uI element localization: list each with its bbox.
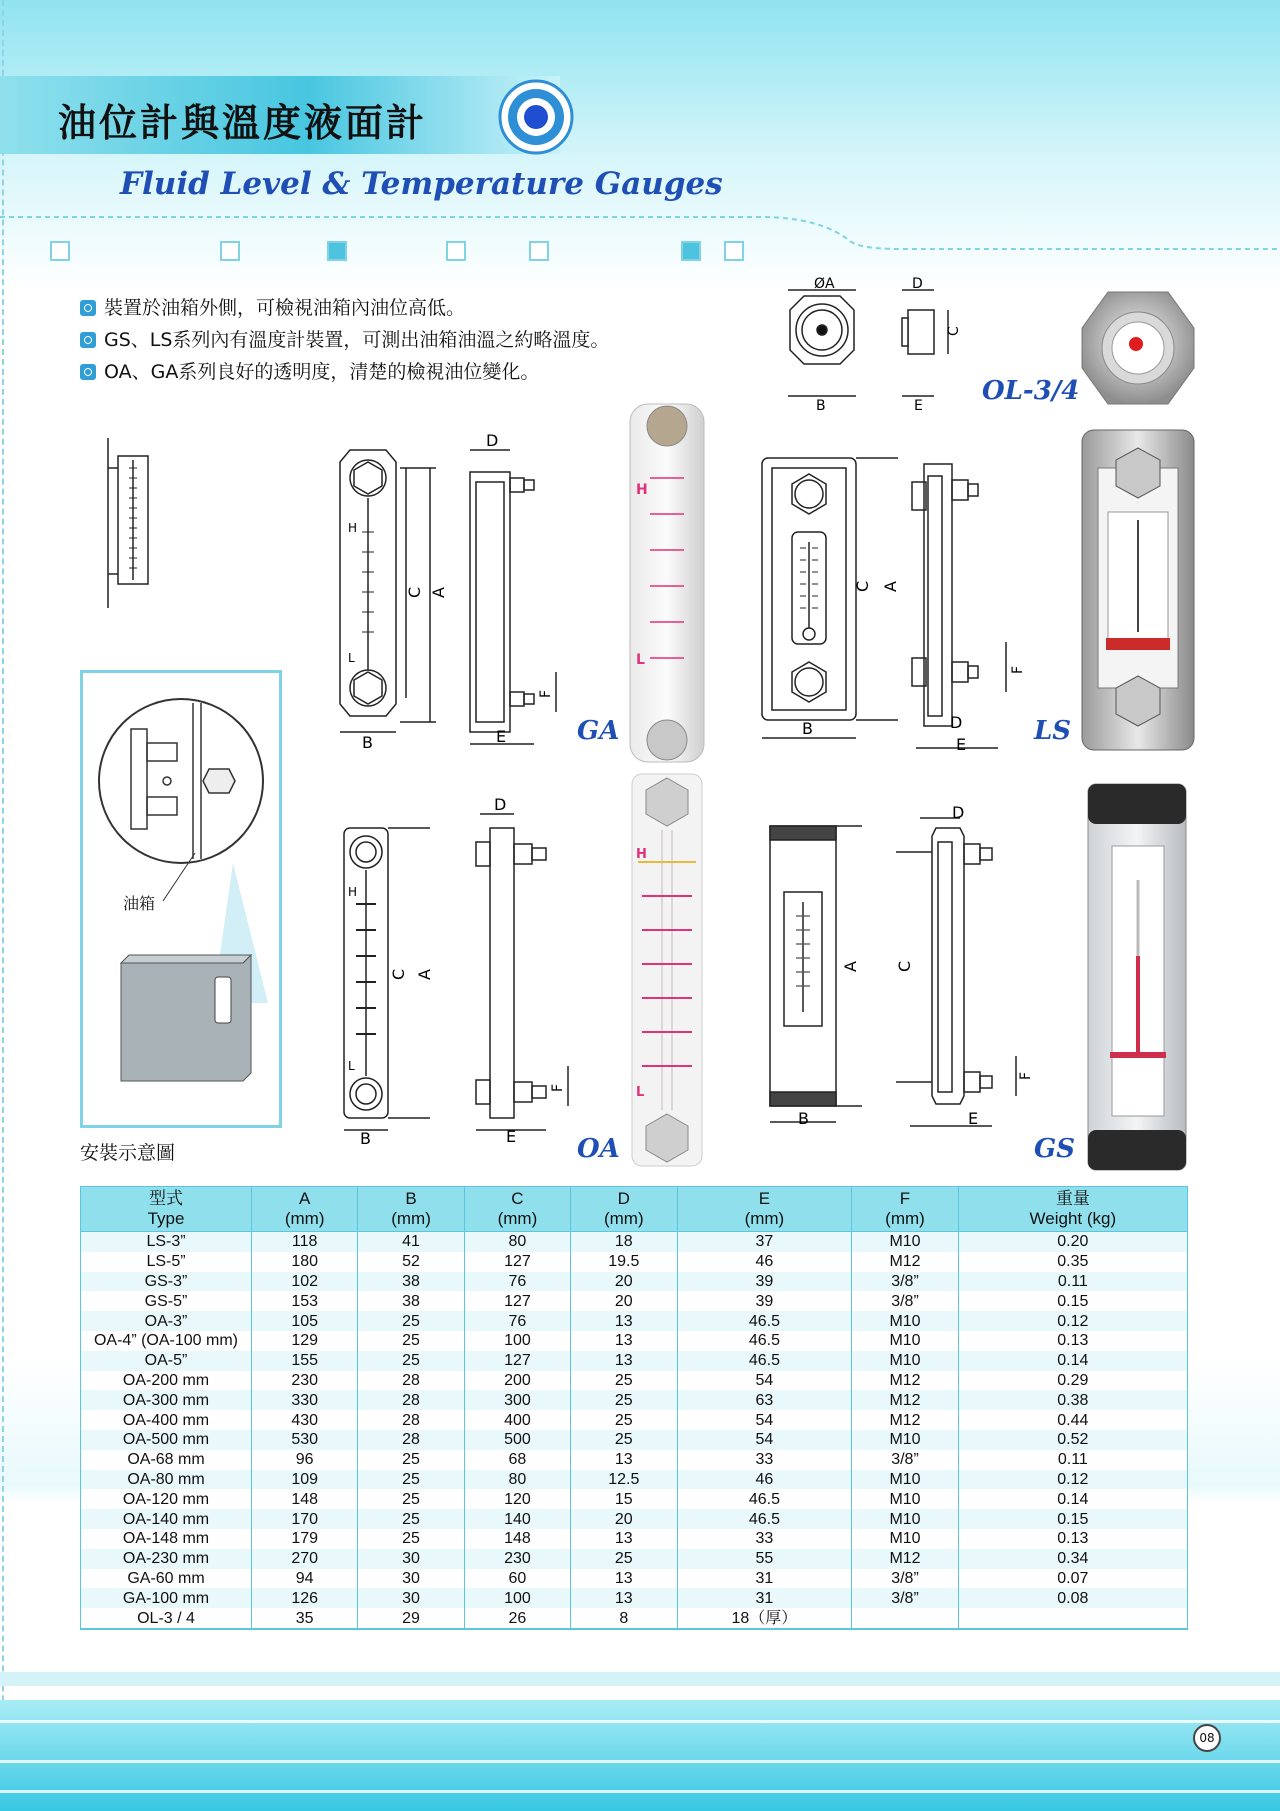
table-cell: 13 — [571, 1311, 677, 1331]
table-cell: 153 — [252, 1291, 358, 1311]
ls-photo — [1080, 428, 1196, 752]
header-b: B (mm) — [358, 1187, 464, 1232]
svg-text:E: E — [496, 727, 507, 746]
target-icon — [498, 79, 574, 155]
header-f: F (mm) — [852, 1187, 958, 1232]
table-cell: 54 — [677, 1371, 852, 1391]
table-cell: M10 — [852, 1430, 958, 1450]
table-cell: 20 — [571, 1509, 677, 1529]
table-cell: 0.35 — [958, 1252, 1187, 1272]
table-cell: 0.29 — [958, 1371, 1187, 1391]
table-cell: 30 — [358, 1569, 464, 1589]
table-row — [81, 1232, 1188, 1252]
feature-item: GS、LS系列內有溫度計裝置，可測出油箱油溫之約略溫度。 — [80, 324, 609, 356]
table-cell: 38 — [358, 1291, 464, 1311]
gs-drawing — [760, 806, 1060, 1142]
table-row — [81, 1549, 1188, 1569]
table-cell: 148 — [252, 1489, 358, 1509]
svg-text:B: B — [802, 719, 813, 738]
table-cell: 3/8” — [852, 1569, 958, 1589]
table-cell: 0.38 — [958, 1390, 1187, 1410]
table-row — [81, 1291, 1188, 1311]
table-row — [81, 1569, 1188, 1589]
table-row — [81, 1252, 1188, 1272]
table-cell: GS-5” — [81, 1291, 252, 1311]
table-cell: 12.5 — [571, 1470, 677, 1490]
table-cell: 0.20 — [958, 1232, 1187, 1252]
table-cell: 109 — [252, 1470, 358, 1490]
table-cell: 29 — [358, 1608, 464, 1629]
table-cell: 179 — [252, 1529, 358, 1549]
table-cell: 270 — [252, 1549, 358, 1569]
table-cell: 46 — [677, 1470, 852, 1490]
svg-text:C: C — [389, 968, 408, 980]
table-cell: 3/8” — [852, 1588, 958, 1608]
feature-item: 裝置於油箱外側，可檢視油箱內油位高低。 — [80, 292, 609, 324]
table-cell: M10 — [852, 1232, 958, 1252]
svg-text:H: H — [636, 482, 648, 498]
table-cell: 8 — [571, 1608, 677, 1629]
table-cell — [852, 1608, 958, 1629]
gs-model-label: GS — [1034, 1134, 1075, 1164]
table-cell: 330 — [252, 1390, 358, 1410]
table-cell: OA-400 mm — [81, 1410, 252, 1430]
bullet-icon — [80, 364, 96, 380]
table-cell: OA-300 mm — [81, 1390, 252, 1410]
spec-table — [80, 1186, 1188, 1630]
table-cell: M10 — [852, 1470, 958, 1490]
svg-text:C: C — [946, 326, 962, 336]
tank-label: 油箱 — [123, 894, 156, 913]
deco-square — [724, 241, 744, 261]
table-cell: 102 — [252, 1272, 358, 1292]
table-cell: M10 — [852, 1351, 958, 1371]
table-cell: 39 — [677, 1291, 852, 1311]
table-cell: 148 — [464, 1529, 570, 1549]
table-row — [81, 1311, 1188, 1331]
table-cell: 0.14 — [958, 1351, 1187, 1371]
table-cell: 41 — [358, 1232, 464, 1252]
table-cell: 26 — [464, 1608, 570, 1629]
footer-band — [0, 1700, 1280, 1811]
table-cell: M10 — [852, 1509, 958, 1529]
table-cell: 180 — [252, 1252, 358, 1272]
svg-text:B: B — [362, 733, 373, 752]
ls-model-label: LS — [1034, 716, 1072, 746]
svg-text:D: D — [950, 713, 963, 732]
ga-drawing — [330, 432, 570, 752]
table-cell: 300 — [464, 1390, 570, 1410]
table-cell: M10 — [852, 1489, 958, 1509]
table-cell: 33 — [677, 1529, 852, 1549]
table-cell: 20 — [571, 1272, 677, 1292]
table-cell: OA-500 mm — [81, 1430, 252, 1450]
header-a: A (mm) — [252, 1187, 358, 1232]
table-cell: M10 — [852, 1529, 958, 1549]
oa-drawing — [330, 794, 580, 1144]
deco-square — [50, 241, 70, 261]
table-cell: 0.34 — [958, 1549, 1187, 1569]
table-cell: 37 — [677, 1232, 852, 1252]
table-cell: 46.5 — [677, 1311, 852, 1331]
table-header-row — [81, 1187, 1188, 1232]
footer-stripe — [0, 1720, 1280, 1723]
table-cell: 25 — [358, 1489, 464, 1509]
table-row — [81, 1588, 1188, 1608]
svg-text:H: H — [636, 847, 647, 862]
table-cell: 94 — [252, 1569, 358, 1589]
header-type: 型式 Type — [81, 1187, 252, 1232]
svg-text:D: D — [912, 276, 923, 292]
bullet-icon — [80, 300, 96, 316]
deco-square — [220, 241, 240, 261]
ls-drawing — [756, 452, 1056, 752]
table-cell: 430 — [252, 1410, 358, 1430]
table-cell: 76 — [464, 1272, 570, 1292]
table-row — [81, 1529, 1188, 1549]
table-cell: 35 — [252, 1608, 358, 1629]
ol-model-label: OL-3/4 — [982, 376, 1080, 406]
svg-text:E: E — [968, 1109, 979, 1128]
header-divider — [0, 216, 1280, 266]
svg-text:E: E — [506, 1127, 517, 1144]
table-cell: 46 — [677, 1252, 852, 1272]
deco-square — [681, 241, 701, 261]
table-cell: 60 — [464, 1569, 570, 1589]
table-cell: 0.15 — [958, 1509, 1187, 1529]
table-cell: 25 — [571, 1549, 677, 1569]
table-cell: 33 — [677, 1450, 852, 1470]
deco-square — [327, 241, 347, 261]
table-cell: M10 — [852, 1331, 958, 1351]
table-cell: 19.5 — [571, 1252, 677, 1272]
page-left-border — [2, 0, 4, 1811]
table-cell: 20 — [571, 1291, 677, 1311]
table-cell: 200 — [464, 1371, 570, 1391]
table-cell: 105 — [252, 1311, 358, 1331]
table-row — [81, 1509, 1188, 1529]
table-cell: 38 — [358, 1272, 464, 1292]
page-number: 08 — [1193, 1724, 1221, 1752]
svg-text:H: H — [348, 885, 358, 899]
svg-text:B: B — [360, 1129, 371, 1144]
table-cell: 25 — [358, 1331, 464, 1351]
table-cell: 118 — [252, 1232, 358, 1252]
table-cell: OA-80 mm — [81, 1470, 252, 1490]
table-cell: 30 — [358, 1588, 464, 1608]
table-cell: 18 — [571, 1232, 677, 1252]
table-cell: 18（厚） — [677, 1608, 852, 1629]
table-cell: 28 — [358, 1371, 464, 1391]
table-cell: 500 — [464, 1430, 570, 1450]
table-cell: 54 — [677, 1430, 852, 1450]
table-cell: 0.11 — [958, 1450, 1187, 1470]
svg-text:A: A — [415, 969, 434, 980]
table-cell: 0.12 — [958, 1311, 1187, 1331]
table-cell: 80 — [464, 1470, 570, 1490]
table-cell: 13 — [571, 1529, 677, 1549]
table-cell: OA-4” (OA-100 mm) — [81, 1331, 252, 1351]
table-cell: 230 — [464, 1549, 570, 1569]
table-cell: OA-140 mm — [81, 1509, 252, 1529]
table-cell: 13 — [571, 1588, 677, 1608]
table-cell: 25 — [358, 1509, 464, 1529]
table-cell: OA-68 mm — [81, 1450, 252, 1470]
table-cell: 3/8” — [852, 1291, 958, 1311]
table-cell: 120 — [464, 1489, 570, 1509]
table-cell: 100 — [464, 1588, 570, 1608]
table-cell: M12 — [852, 1549, 958, 1569]
bullet-icon — [80, 332, 96, 348]
table-cell: 25 — [571, 1371, 677, 1391]
svg-text:A: A — [841, 961, 860, 972]
svg-text:D: D — [494, 795, 507, 814]
table-cell: 0.13 — [958, 1331, 1187, 1351]
table-cell: 13 — [571, 1450, 677, 1470]
table-cell: 96 — [252, 1450, 358, 1470]
deco-square — [529, 241, 549, 261]
table-cell: 170 — [252, 1509, 358, 1529]
table-cell: 25 — [358, 1529, 464, 1549]
table-cell: 25 — [571, 1410, 677, 1430]
table-cell: OA-230 mm — [81, 1549, 252, 1569]
table-cell: 25 — [358, 1450, 464, 1470]
table-cell: 30 — [358, 1549, 464, 1569]
table-row — [81, 1430, 1188, 1450]
table-row — [81, 1331, 1188, 1351]
table-cell: 0.08 — [958, 1588, 1187, 1608]
table-cell: 52 — [358, 1252, 464, 1272]
svg-text:C: C — [853, 580, 872, 592]
table-row — [81, 1371, 1188, 1391]
table-cell: 0.44 — [958, 1410, 1187, 1430]
table-cell: LS-5” — [81, 1252, 252, 1272]
gs-photo — [1084, 780, 1190, 1174]
table-cell: 25 — [571, 1390, 677, 1410]
deco-square — [446, 241, 466, 261]
table-cell: 39 — [677, 1272, 852, 1292]
svg-text:F: F — [538, 689, 554, 698]
svg-text:D: D — [486, 432, 499, 450]
table-cell: 0.13 — [958, 1529, 1187, 1549]
svg-text:L: L — [636, 1085, 645, 1100]
table-row — [81, 1450, 1188, 1470]
svg-text:A: A — [429, 587, 448, 598]
table-cell: 46.5 — [677, 1351, 852, 1371]
table-cell: 25 — [571, 1430, 677, 1450]
table-cell: 68 — [464, 1450, 570, 1470]
table-cell: 25 — [358, 1470, 464, 1490]
table-row — [81, 1608, 1188, 1629]
table-row — [81, 1489, 1188, 1509]
table-cell: 155 — [252, 1351, 358, 1371]
table-cell: 31 — [677, 1569, 852, 1589]
table-cell: M12 — [852, 1410, 958, 1430]
footer-band-light — [0, 1672, 1280, 1686]
table-cell: 400 — [464, 1410, 570, 1430]
table-cell: 46.5 — [677, 1331, 852, 1351]
side-schematic — [100, 438, 160, 608]
table-cell: M12 — [852, 1390, 958, 1410]
svg-text:D: D — [952, 806, 965, 822]
table-cell: 25 — [358, 1311, 464, 1331]
svg-text:ØA: ØA — [814, 276, 835, 292]
page-title-zh: 油位計與溫度液面計 — [58, 101, 428, 145]
install-illustration — [83, 673, 279, 1125]
table-row — [81, 1470, 1188, 1490]
oa-photo — [628, 770, 706, 1170]
table-cell: M12 — [852, 1371, 958, 1391]
table-cell: OA-148 mm — [81, 1529, 252, 1549]
header-d: D (mm) — [571, 1187, 677, 1232]
table-row — [81, 1410, 1188, 1430]
table-cell: 28 — [358, 1410, 464, 1430]
ga-photo — [628, 402, 706, 764]
table-cell: 126 — [252, 1588, 358, 1608]
table-cell: 3/8” — [852, 1272, 958, 1292]
svg-text:A: A — [881, 581, 900, 592]
table-cell: LS-3” — [81, 1232, 252, 1252]
table-row — [81, 1390, 1188, 1410]
table-cell: 25 — [358, 1351, 464, 1371]
svg-text:B: B — [798, 1109, 809, 1128]
table-cell: 76 — [464, 1311, 570, 1331]
table-cell: 13 — [571, 1351, 677, 1371]
header-weight: 重量 Weight (kg) — [958, 1187, 1187, 1232]
table-cell: 0.15 — [958, 1291, 1187, 1311]
ol-drawing — [770, 276, 980, 416]
svg-text:F: F — [550, 1083, 566, 1092]
table-cell: 0.12 — [958, 1470, 1187, 1490]
feature-list — [80, 292, 609, 388]
table-cell: 0.07 — [958, 1569, 1187, 1589]
table-cell: 28 — [358, 1430, 464, 1450]
svg-text:L: L — [348, 651, 355, 665]
table-cell: 0.52 — [958, 1430, 1187, 1450]
table-cell: 0.11 — [958, 1272, 1187, 1292]
table-cell: 15 — [571, 1489, 677, 1509]
oa-model-label: OA — [577, 1134, 620, 1164]
table-cell: 54 — [677, 1410, 852, 1430]
table-cell: OA-120 mm — [81, 1489, 252, 1509]
svg-text:L: L — [348, 1059, 355, 1073]
footer-stripe — [0, 1790, 1280, 1793]
svg-text:F: F — [1010, 665, 1026, 674]
table-cell: GS-3” — [81, 1272, 252, 1292]
table-cell: M10 — [852, 1311, 958, 1331]
table-cell: OA-5” — [81, 1351, 252, 1371]
svg-text:H: H — [348, 521, 358, 535]
svg-text:C: C — [895, 960, 914, 972]
table-cell: OA-200 mm — [81, 1371, 252, 1391]
svg-text:C: C — [405, 586, 424, 598]
page-title-en: Fluid Level & Temperature Gauges — [120, 166, 723, 202]
table-cell: 127 — [464, 1252, 570, 1272]
footer-stripe — [0, 1760, 1280, 1763]
table-cell — [958, 1608, 1187, 1629]
table-cell: 80 — [464, 1232, 570, 1252]
table-cell: 3/8” — [852, 1450, 958, 1470]
table-row — [81, 1351, 1188, 1371]
table-cell: 46.5 — [677, 1489, 852, 1509]
table-cell: 13 — [571, 1569, 677, 1589]
table-cell: 129 — [252, 1331, 358, 1351]
svg-text:E: E — [956, 735, 967, 752]
table-cell: 127 — [464, 1291, 570, 1311]
svg-text:L: L — [636, 652, 645, 668]
table-cell: 31 — [677, 1588, 852, 1608]
table-cell: 0.14 — [958, 1489, 1187, 1509]
table-cell: 46.5 — [677, 1509, 852, 1529]
table-cell: GA-100 mm — [81, 1588, 252, 1608]
table-cell: GA-60 mm — [81, 1569, 252, 1589]
install-caption: 安裝示意圖 — [80, 1142, 176, 1164]
table-cell: OL-3 / 4 — [81, 1608, 252, 1629]
install-diagram — [80, 670, 282, 1128]
table-cell: 13 — [571, 1331, 677, 1351]
table-cell: 63 — [677, 1390, 852, 1410]
table-cell: 127 — [464, 1351, 570, 1371]
svg-text:E: E — [914, 398, 923, 414]
ga-model-label: GA — [577, 716, 620, 746]
table-cell: 100 — [464, 1331, 570, 1351]
ol-photo — [1078, 288, 1198, 408]
header-c: C (mm) — [464, 1187, 570, 1232]
svg-text:B: B — [816, 398, 826, 414]
header-e: E (mm) — [677, 1187, 852, 1232]
table-cell: 140 — [464, 1509, 570, 1529]
table-row — [81, 1272, 1188, 1292]
svg-text:F: F — [1018, 1071, 1034, 1080]
table-cell: 230 — [252, 1371, 358, 1391]
table-cell: M12 — [852, 1252, 958, 1272]
table-cell: 55 — [677, 1549, 852, 1569]
table-cell: 28 — [358, 1390, 464, 1410]
feature-item: OA、GA系列良好的透明度，清楚的檢視油位變化。 — [80, 356, 609, 388]
table-cell: 530 — [252, 1430, 358, 1450]
table-cell: OA-3” — [81, 1311, 252, 1331]
